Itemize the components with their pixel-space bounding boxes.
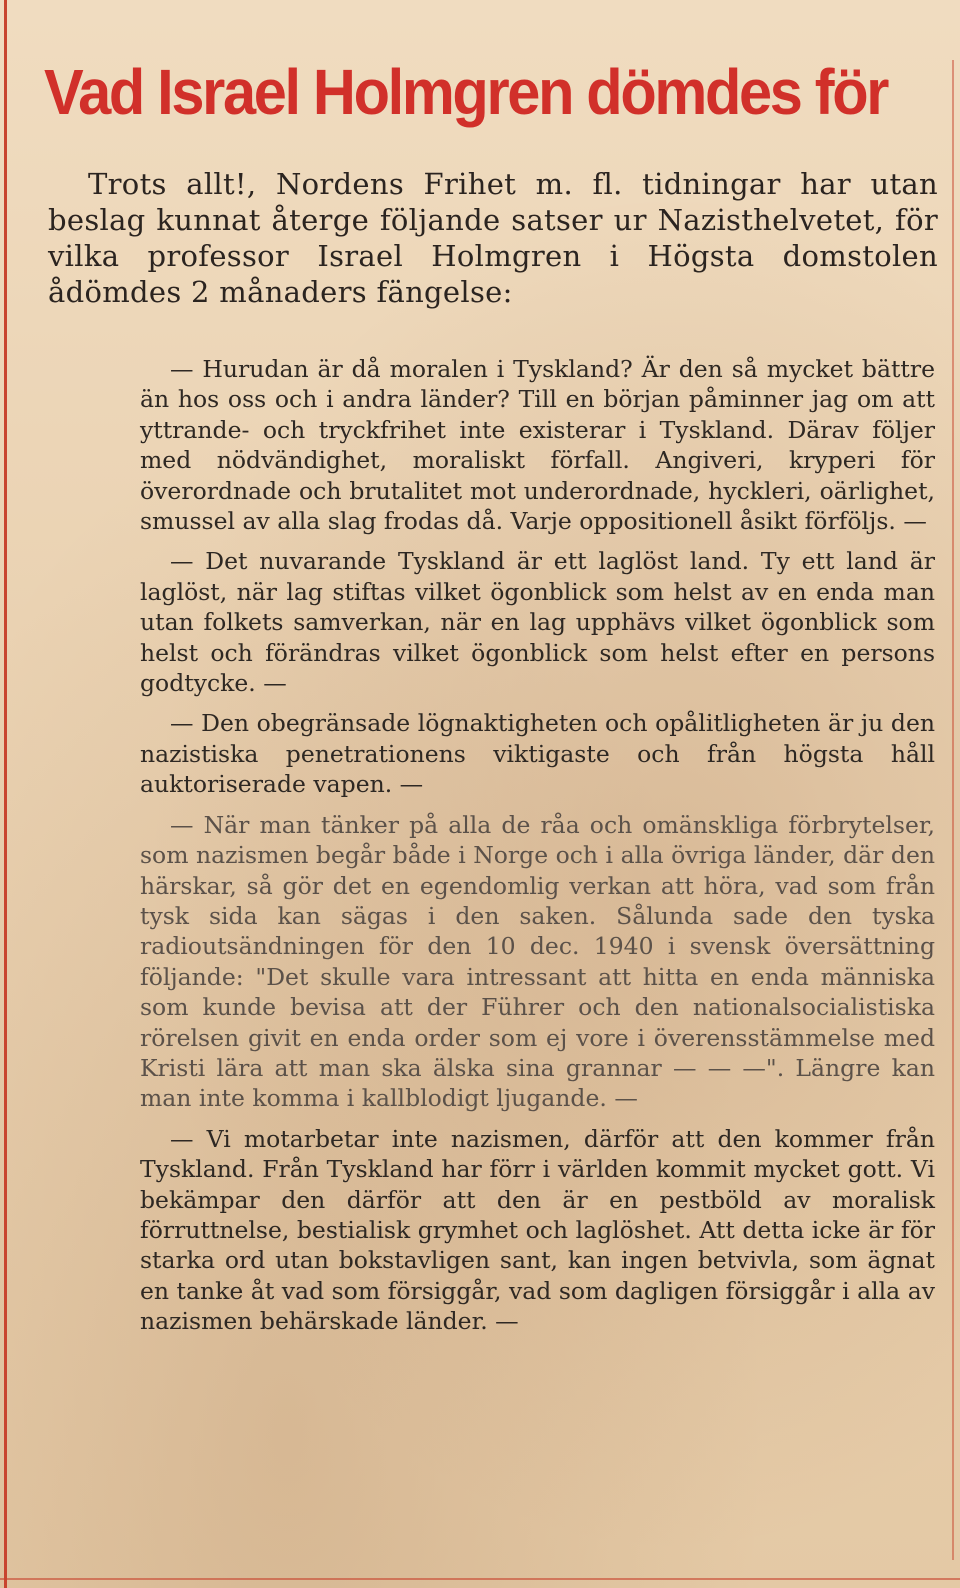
left-border-rule — [4, 0, 7, 1588]
right-border-rule — [952, 60, 954, 1560]
intro-paragraph: Trots allt!, Nordens Frihet m. fl. tidningar har utan beslag kunnat återge följande satser ur Nazisthelvetet, för vilka professor Israel Holmgren i Högsta domstolen ådömdes 2 månaders fängelse: — [48, 167, 938, 309]
bottom-border-rule — [0, 1578, 960, 1580]
quote-paragraph-5: — Vi motarbetar inte nazismen, därför att den kommer från Tyskland. Från Tyskland har förr i världen kommit mycket gott. Vi bekämpar den därför att den är en pestböld av moralisk förruttnelse, bestialisk grymhet och laglöshet. Att detta icke är för starka ord utan bokstavligen sant, kan ingen betvivla, som ägnat en tanke åt vad som försiggår, vad som dagligen försiggår i alla av nazismen behärskade länder. — — [140, 1124, 935, 1336]
quote-paragraph-3: — Den obegränsade lögnaktigheten och opålitligheten är ju den nazistiska penetrationens viktigaste och från högsta håll auktoriserade vapen. — — [140, 709, 935, 799]
quoted-passages — [140, 354, 935, 1347]
quote-paragraph-4: — När man tänker på alla de råa och omänskliga förbrytelser, som nazismen begår både i Norge och i alla övriga länder, där den härskar, så gör det en egendomlig verkan att höra, vad som från tysk sida kan sägas i den saken. Sålunda sade den tyska radioutsändningen för den 10 dec. 1940 i svensk översättning följande: "Det skulle vara intressant att hitta en enda människa som kunde bevisa att der Führer och den nationalsocialistiska rörelsen givit en enda order som ej vore i överensstämmelse med Kristi lära att man ska älska sina grannar — — —". Längre kan man inte komma i kallblodigt ljugande. — — [140, 810, 935, 1113]
headline: Vad Israel Holmgren dömdes för — [44, 56, 888, 128]
quote-paragraph-1: — Hurudan är då moralen i Tyskland? Är den så mycket bättre än hos oss och i andra länder? Till en början påminner jag om att yttrande- och tryckfrihet inte existerar i Tyskland. Därav följer med nödvändighet, moraliskt förfall. Angiveri, kryperi för överordnade och brutalitet mot underordnade, hyckleri, oärlighet, smussel av alla slag frodas då. Varje oppositionell åsikt förföljs. — — [140, 355, 935, 536]
quote-paragraph-2: — Det nuvarande Tyskland är ett laglöst land. Ty ett land är laglöst, när lag stiftas vilket ögonblick som helst av en enda man utan folkets samverkan, när en lag upphävs vilket ögonblick som helst och förändras vilket ögonblick som helst efter en persons godtycke. — — [140, 547, 935, 698]
